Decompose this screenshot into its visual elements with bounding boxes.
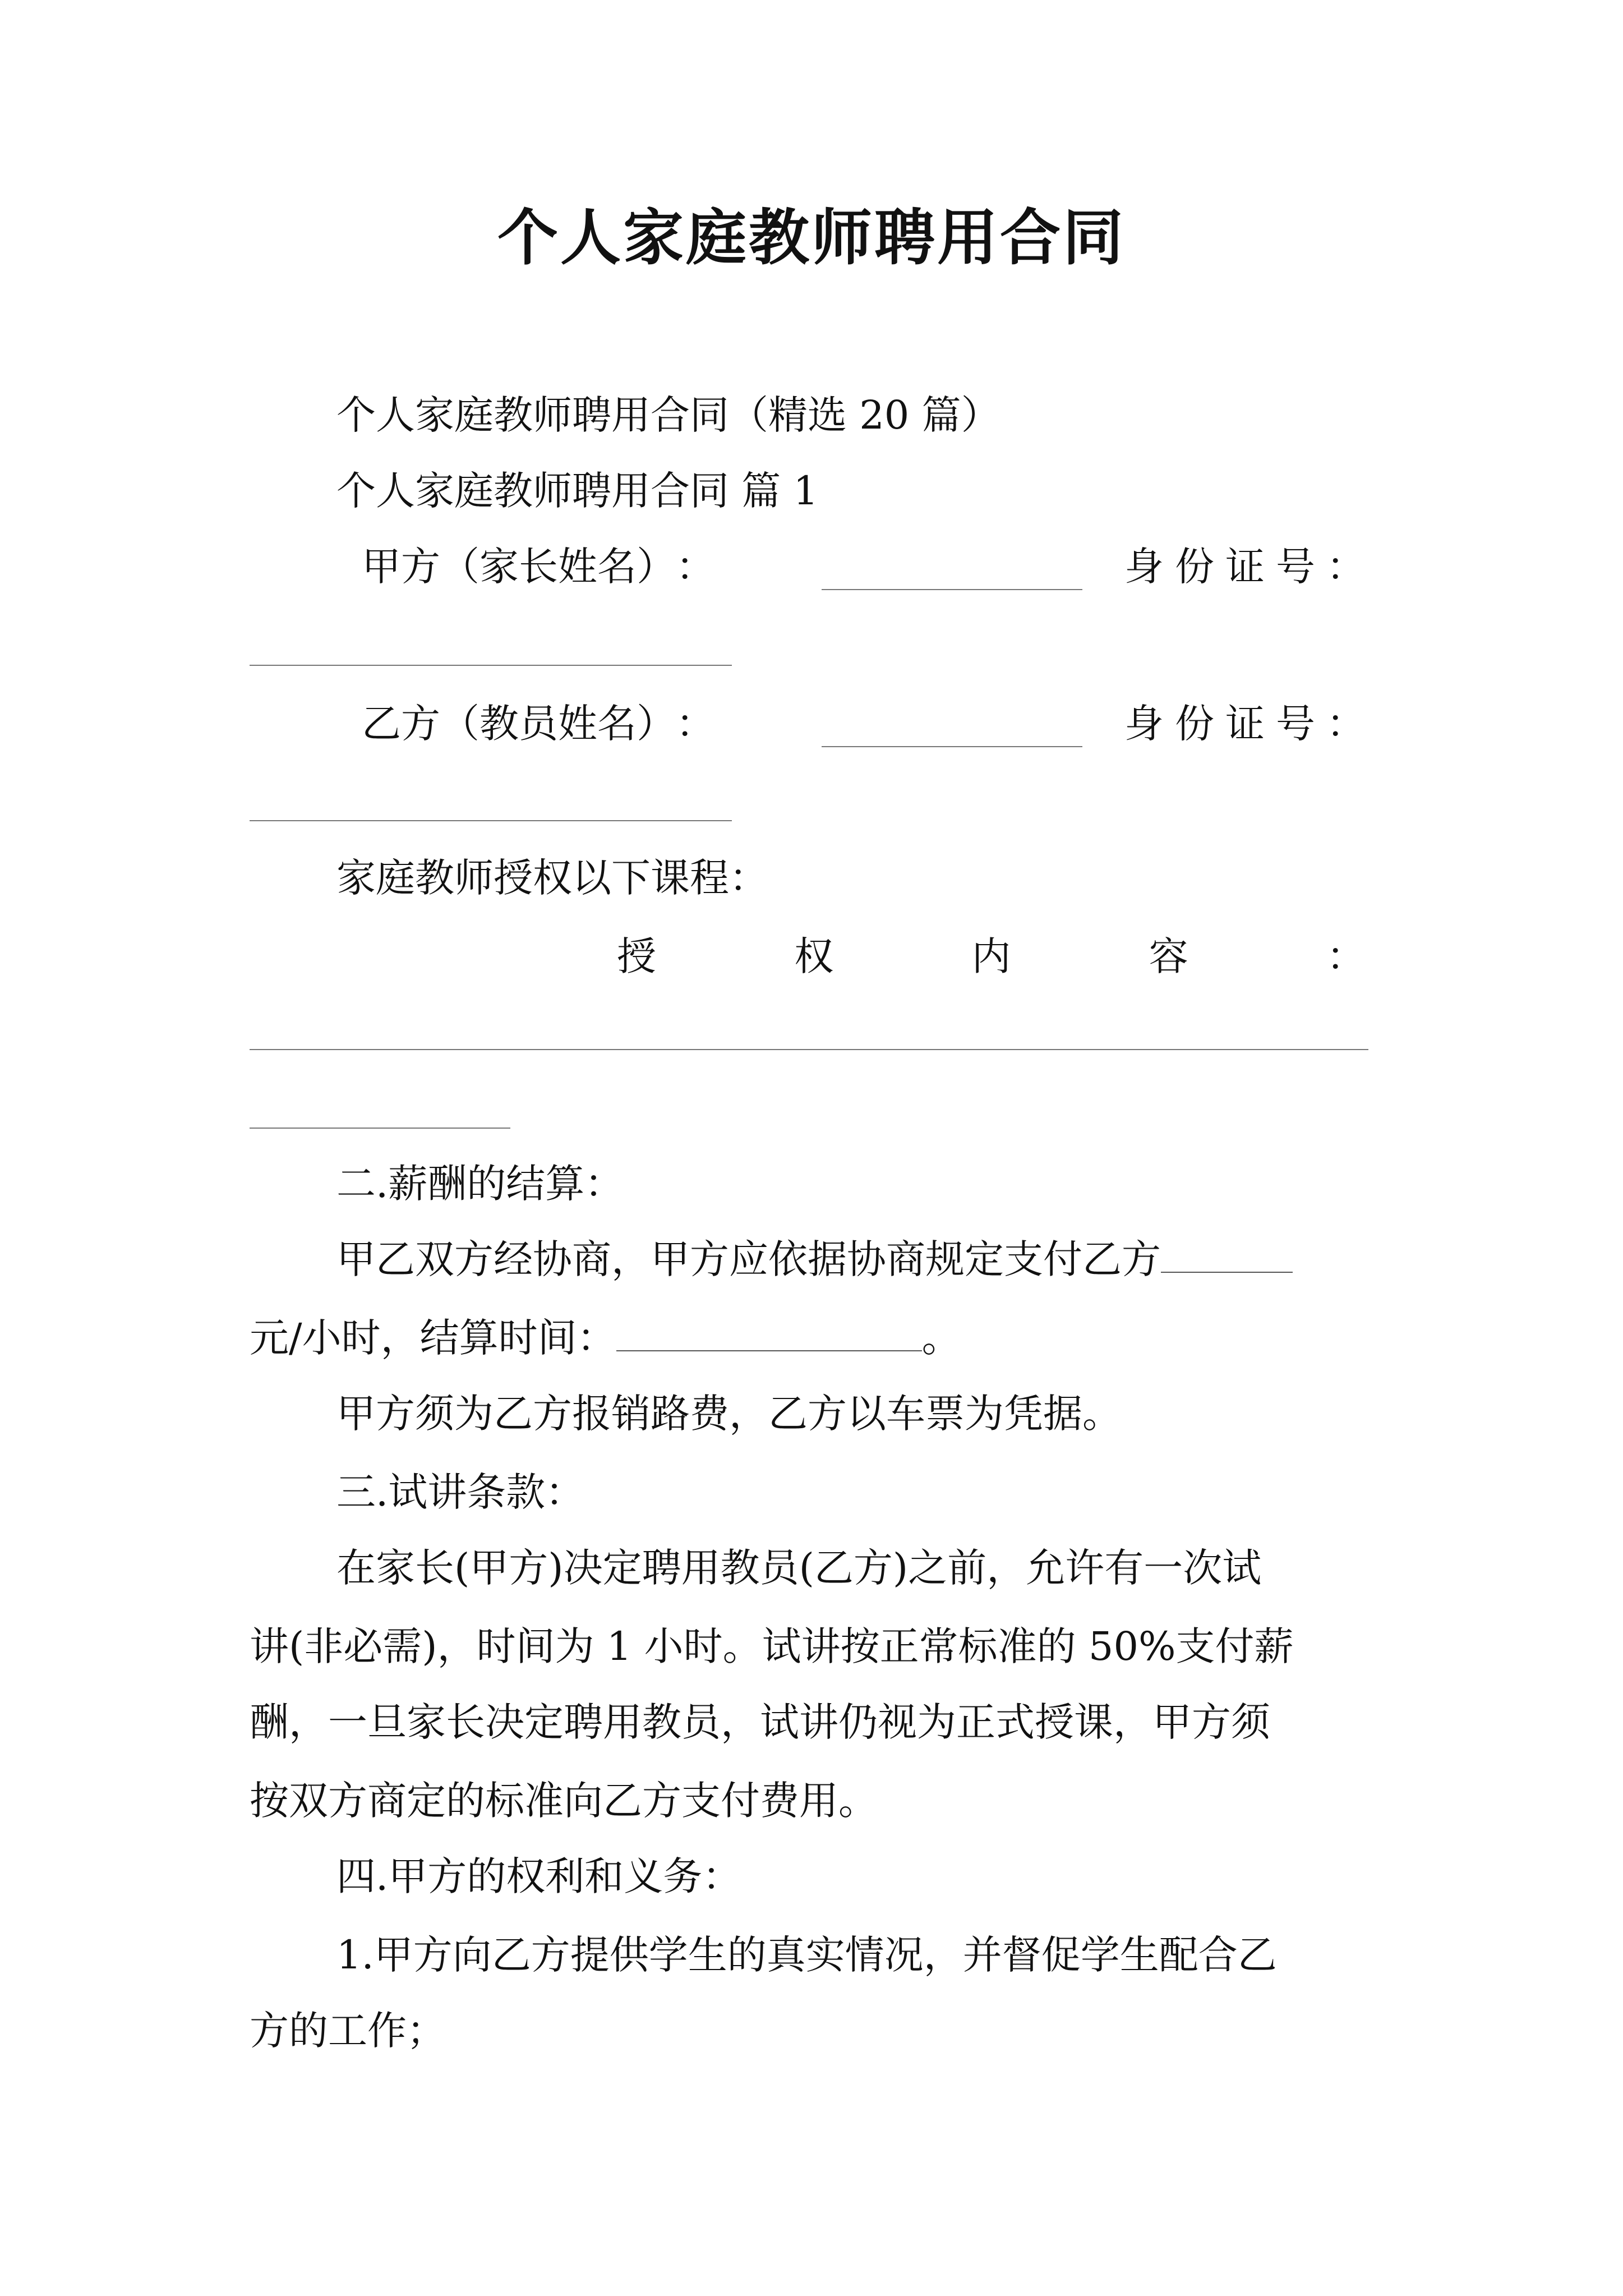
auth-content-label: 授 权 内 容 ： — [617, 933, 1366, 979]
sec3-line: 在家长(甲方)决定聘用教员(乙方)之前，允许有一次试 — [336, 1545, 1262, 1591]
sec4-item1-line: 方的工作； — [250, 2008, 446, 2054]
auth-content-blank-1 — [250, 1049, 1368, 1050]
sec2-paragraph-2: 甲方须为乙方报销路费，乙方以车票为凭据。 — [336, 1391, 1122, 1437]
auth-content-blank-2 — [250, 1128, 510, 1129]
courses-intro: 家庭教师授权以下课程： — [336, 855, 768, 901]
fee-blank — [1161, 1232, 1293, 1273]
sec2-paragraph-line2: 元/小时，结算时间： 。 — [250, 1310, 961, 1366]
document-title: 个人家庭教师聘用合同 — [497, 203, 1126, 273]
sec2-paragraph-line1: 甲乙双方经协商，甲方应依据协商规定支付乙方 — [336, 1231, 1293, 1287]
sec3-line: 讲(非必需)，时间为 1 小时。试讲按正常标准的 50%支付薪 — [250, 1623, 1294, 1669]
section-heading: 个人家庭教师聘用合同 篇 1 — [336, 468, 819, 514]
sec3-line: 按双方商定的标准向乙方支付费用。 — [250, 1778, 878, 1824]
sec4-heading: 四.甲方的权利和义务： — [336, 1853, 742, 1899]
party-b-id-blank — [250, 820, 732, 821]
party-b-name-blank — [822, 746, 1082, 747]
party-a-label: 甲 方 （ 家 长 姓 名 ） ： — [362, 544, 715, 590]
party-b-label: 乙 方 （ 教 员 姓 名 ） ： — [362, 701, 715, 747]
document-subtitle: 个人家庭教师聘用合同（精选 20 篇） — [336, 392, 1000, 438]
party-a-id-blank — [250, 665, 732, 666]
party-b-id-label: 身 份 证 号 ： — [1124, 701, 1366, 747]
party-a-id-label: 身 份 证 号 ： — [1124, 544, 1366, 590]
party-a-name-blank — [822, 589, 1082, 590]
sec4-item1-line: 1.甲方向乙方提供学生的真实情况，并督促学生配合乙 — [336, 1932, 1277, 1978]
settlement-time-blank — [616, 1311, 922, 1351]
sec2-heading: 二.薪酬的结算： — [336, 1161, 624, 1207]
sec3-heading: 三.试讲条款： — [336, 1469, 585, 1515]
sec3-line: 酬，一旦家长决定聘用教员，试讲仍视为正式授课，甲方须 — [250, 1699, 1270, 1745]
